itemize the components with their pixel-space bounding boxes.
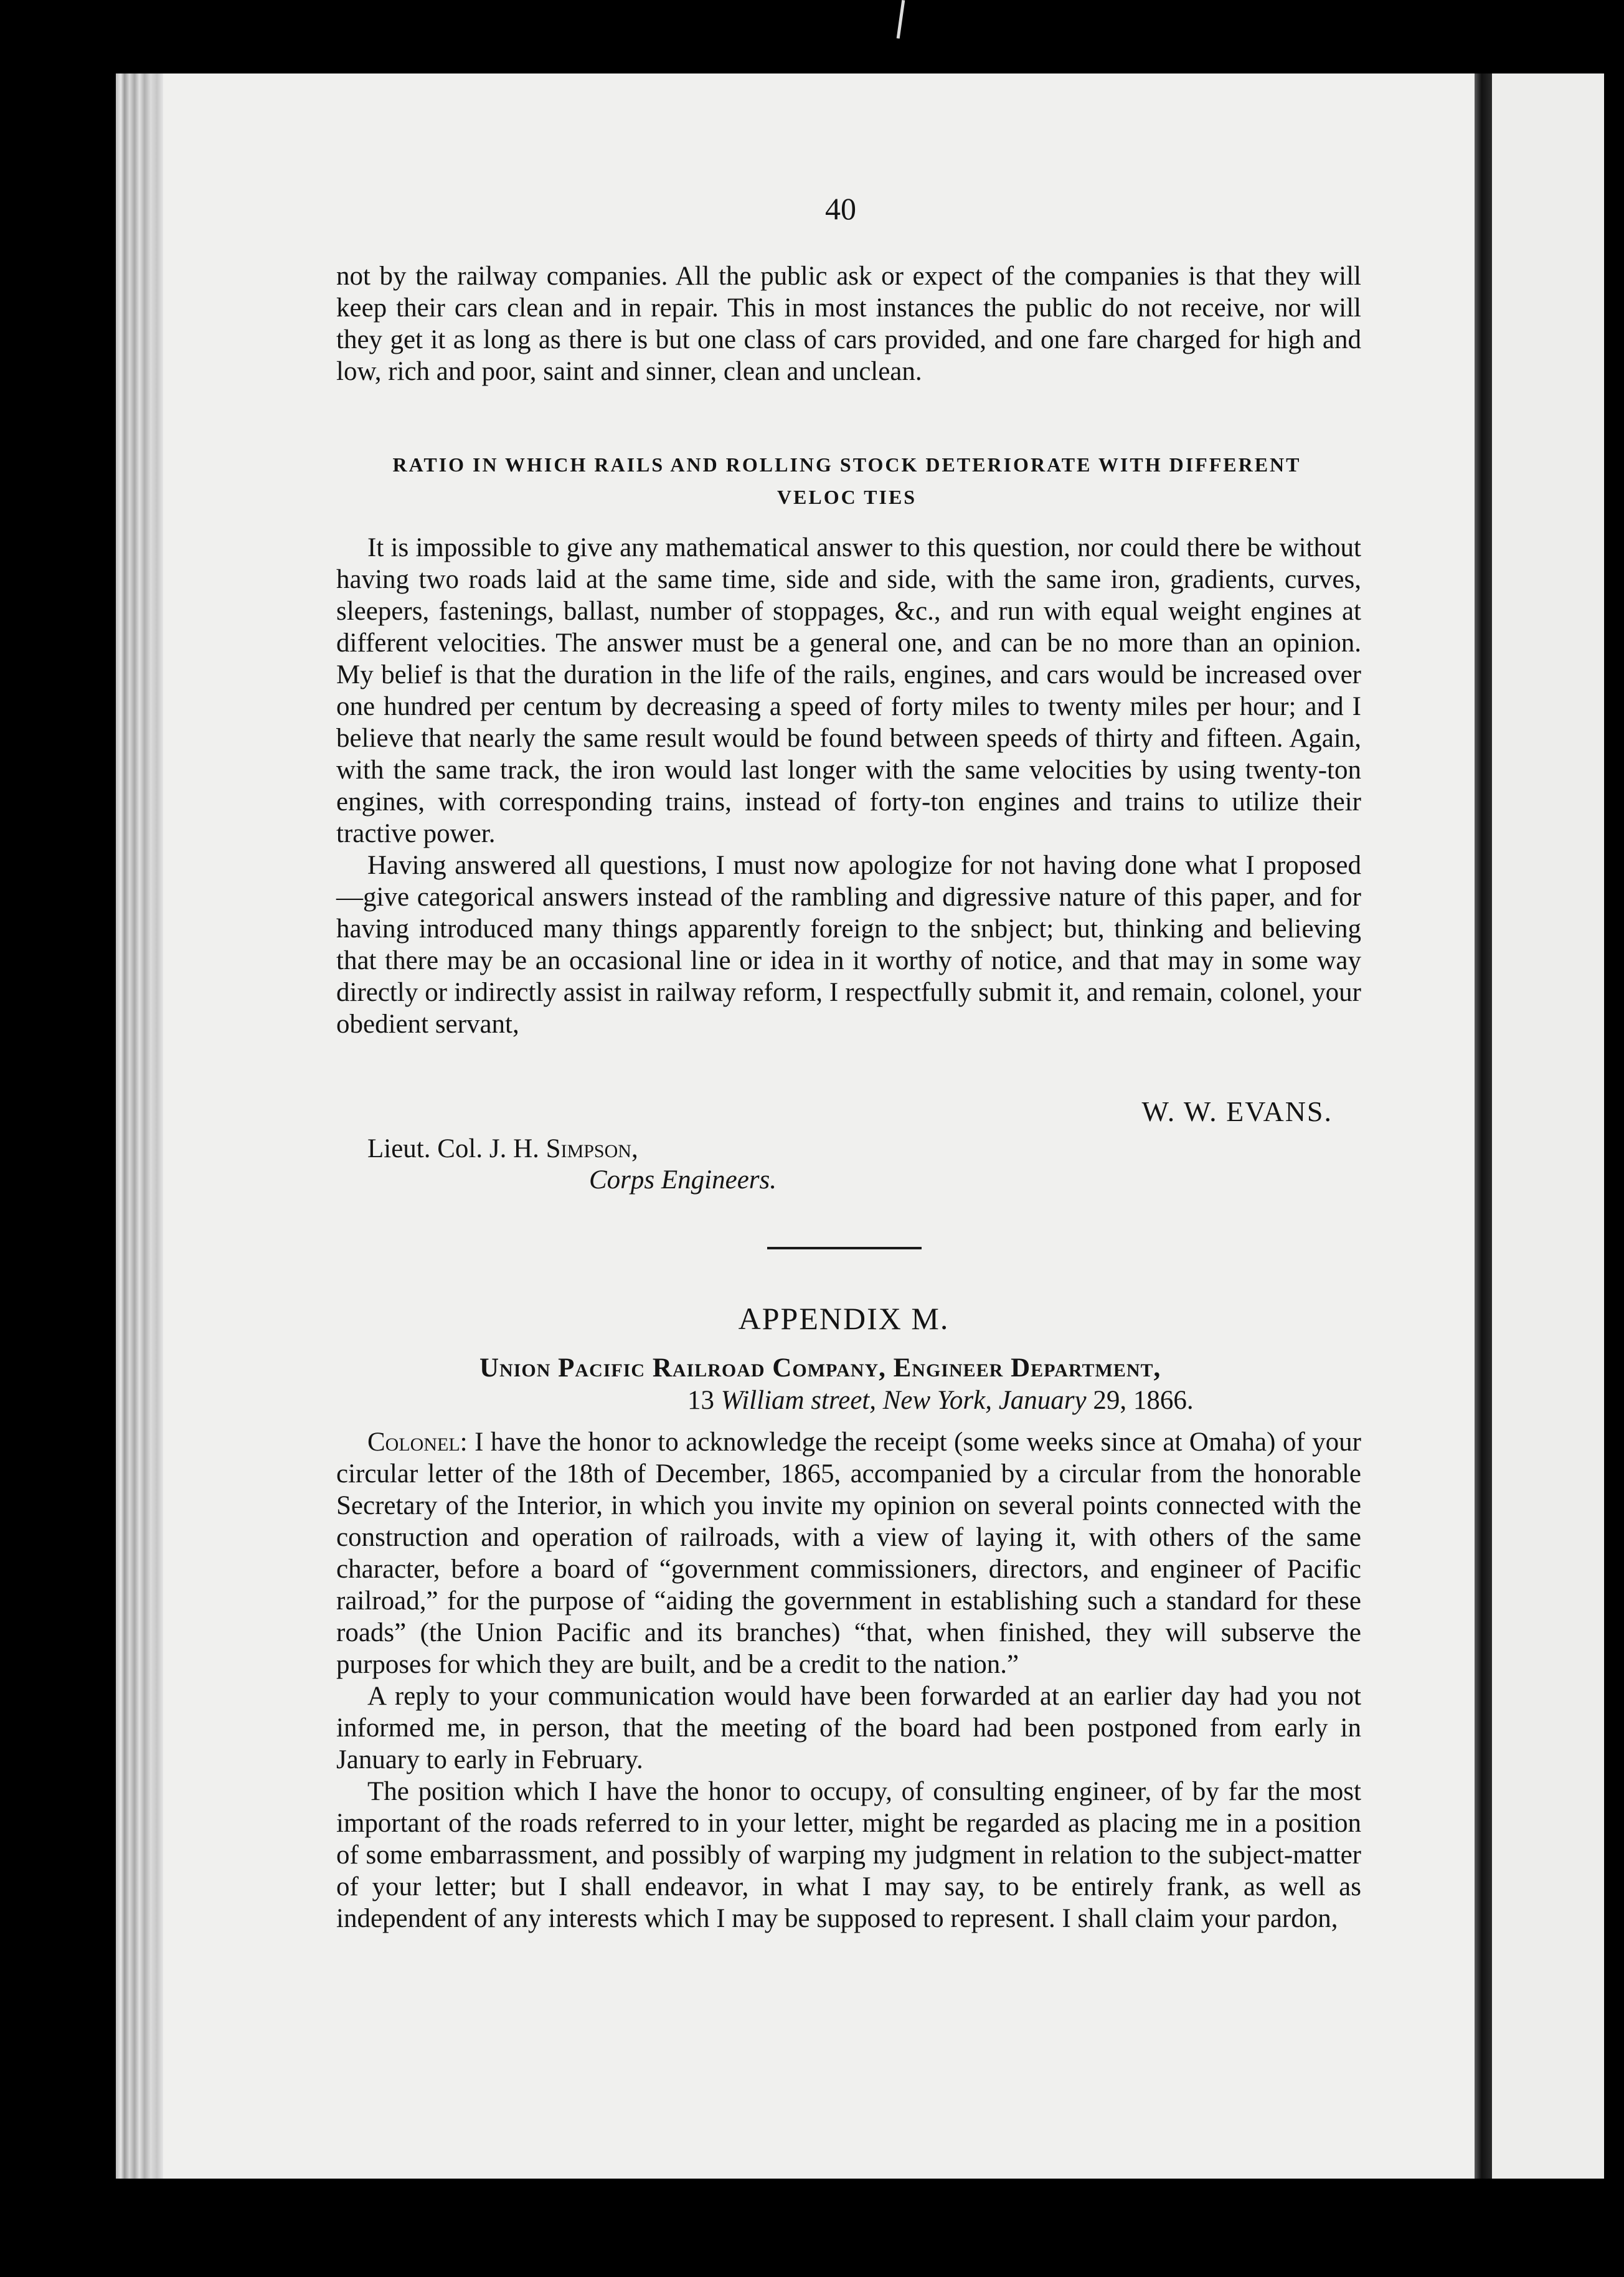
section-heading-line2: VELOC TIES [777,486,917,508]
letter-paragraph-2: A reply to your communication would have been forwarded at an earlier day had you not informed me, in person, that the meeting of the board had been postponed from early in January to early in February. [336,1682,1361,1774]
addressee-surname: Simpson, [545,1134,638,1163]
section-heading-line1: RATIO IN WHICH RAILS AND ROLLING STOCK DETERIORATE WITH DIFFERENT [392,453,1301,476]
film-scratch-mark [897,0,905,39]
letterhead-organization: Union Pacific Railroad Company, Engineer Department, [479,1353,1161,1383]
book-gutter [1475,73,1492,2179]
section-divider [767,1247,922,1249]
paragraph-answer: It is impossible to give any mathematical answer to this question, nor could there be without having two roads laid at the same time, side and side, with the same iron, gradients, curves, sleepers, fastenings, ballast, number of stoppages, &c., and run with equal weight engines at different velocities. The answer must be a general one, and can be no more than an opinion. My belief is that the duration in the life of the rails, engines, and cars would be increased over one hundred per centum by decreasing a speed of forty miles to twenty miles per hour; and I believe that nearly the same result would be found between speeds of thirty and fifteen. Again, with the same track, the iron would last longer with the same velocities by using twenty-ton engines, with corresponding trains, instead of forty-ton engines and trains to utilize their tractive power. [336,533,1361,848]
addressee-name-prefix: Lieut. Col. J. H. [367,1134,546,1163]
letterhead-street: William street, New York, January [720,1386,1087,1415]
facing-page-edge [1492,73,1604,2179]
answer-text-block [336,532,1361,1040]
signature: W. W. EVANS. [1141,1096,1333,1127]
paragraph-closing: Having answered all questions, I must now apologize for not having done what I proposed—give categorical answers instead of the rambling and digressive nature of this paper, and for having introduced many things apparently foreign to the snbject; but, thinking and believing that there may be an occasional line or idea in it worthy of notice, and that may in some way directly or indirectly assist in railway reform, I respectfully submit it, and remain, colonel, your obedient servant, [336,851,1361,1039]
appendix-title: APPENDIX M. [738,1301,950,1336]
appendix-letter-body [336,1426,1361,1934]
letterhead-date: 29, 1866. [1086,1386,1194,1415]
letterhead-street-number: 13 [687,1386,721,1415]
section-heading [324,448,1370,513]
continuation-paragraph: not by the railway companies. All the public ask or expect of the companies is that they will keep their cars clean and in repair. This in most instances the public do not receive, nor will they get it as long as there is but one class of cars provided, and one fare charged for high and low, rich and poor, saint and sinner, clean and unclean. [336,262,1361,386]
salutation: Colonel: [367,1427,468,1457]
letterhead-address-date [687,1385,1194,1416]
letter-paragraph-1 [336,1426,1361,1680]
letter-paragraph-1-text: I have the honor to acknowledge the receipt (some weeks since at Omaha) of your circular letter of the 18th of December, 1865, accompanied by a circular from the honorable Secretary of the Interior, in which you invite my opinion on several points connected with the construction and operation of railroads, with a view of laying it, with others of the same character, before a board of “government commissioners, directors, and engineer of Pacific railroad,” for the purpose of “aiding the government in establishing such a standard for these roads” (the Union Pacific and its branches) “that, when finished, they will subserve the purposes for which they are built, and be a credit to the nation.” [336,1427,1361,1679]
continuation-text-block [336,260,1361,387]
book-page-edges [116,73,164,2179]
addressee-name [367,1134,638,1164]
addressee-title: Corps Engineers. [589,1165,777,1195]
letter-paragraph-3: The position which I have the honor to occupy, of consulting engineer, of by far the most important of the roads referred to in your letter, might be regarded as placing me in a position of some embarrassment, and possibly of warping my judgment in relation to the subject-matter of your letter; but I shall endeavor, in what I may say, to be entirely frank, as well as independent of any interests which I may be supposed to represent. I shall claim your pardon, [336,1777,1361,1933]
page-number: 40 [825,191,856,226]
